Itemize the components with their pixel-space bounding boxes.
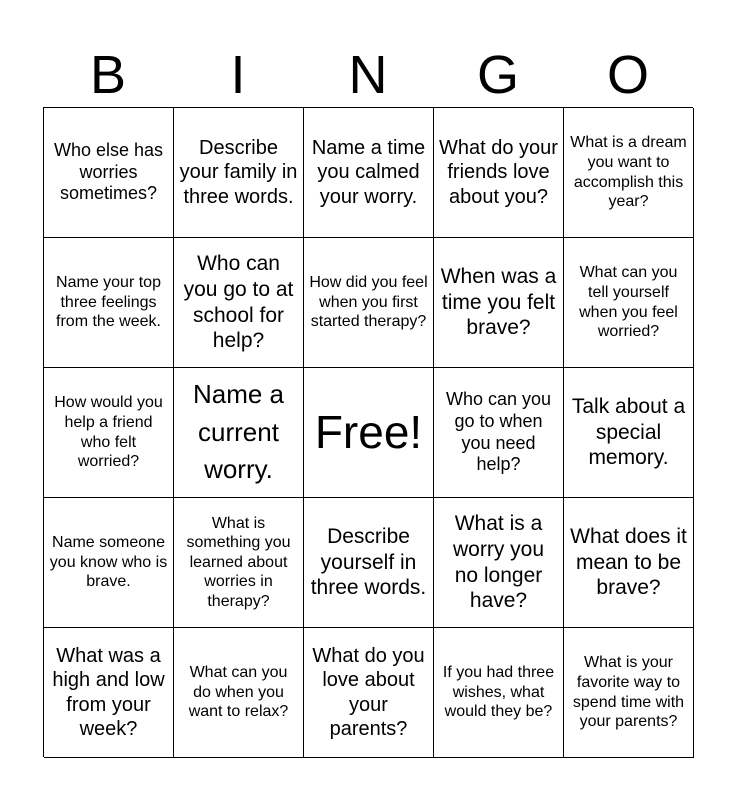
bingo-board <box>43 107 693 757</box>
bingo-cell-r5-c4 <box>434 628 564 758</box>
free-space-text: Free! <box>314 406 423 459</box>
cell-text: How did you feel when you first started therapy? <box>309 274 428 331</box>
bingo-cell-r3-c2 <box>174 368 304 498</box>
cell-text: If you had three wishes, what would they be? <box>442 664 555 721</box>
cell-text: What is something you learned about worries in therapy? <box>186 514 291 610</box>
header-letter-o: O <box>606 45 649 105</box>
bingo-cell-r1-c2 <box>174 108 304 238</box>
bingo-cell-r5-c2 <box>174 628 304 758</box>
cell-text: Describe your family in three words. <box>179 136 298 208</box>
cell-text: Name a current worry. <box>192 378 285 485</box>
cell-text: What is a worry you no longer have? <box>452 512 545 613</box>
cell-text: What do your friends love about you? <box>439 136 558 208</box>
bingo-cell-r2-c3 <box>304 238 434 368</box>
cell-text: What is your favorite way to spend time with your parents? <box>572 654 685 731</box>
bingo-cell-r4-c1 <box>44 498 174 628</box>
header-letter-i: I <box>230 45 246 105</box>
cell-text: Name someone you know who is brave. <box>49 534 168 591</box>
cell-text: Who can you go to when you need help? <box>445 388 552 475</box>
cell-text: What does it mean to be brave? <box>570 525 687 600</box>
header-letter-n: N <box>348 45 388 105</box>
cell-text: Who else has worries sometimes? <box>53 139 164 204</box>
bingo-cell-r5-c5 <box>564 628 694 758</box>
bingo-cell-r2-c4 <box>434 238 564 368</box>
bingo-cell-r1-c1 <box>44 108 174 238</box>
cell-text: How would you help a friend who felt worried? <box>54 394 163 471</box>
bingo-header <box>43 44 693 106</box>
cell-text: What is a dream you want to accomplish this year? <box>570 134 687 211</box>
cell-text: Name a time you calmed your worry. <box>311 136 426 208</box>
bingo-cell-r3-c1 <box>44 368 174 498</box>
cell-text: What was a high and low from your week? <box>52 644 165 740</box>
cell-text: What can you tell yourself when you feel worried? <box>579 264 678 341</box>
header-letter-b: B <box>89 45 127 105</box>
bingo-cell-r1-c5 <box>564 108 694 238</box>
bingo-cell-r3-c5 <box>564 368 694 498</box>
cell-text: Describe yourself in three words. <box>310 525 427 600</box>
cell-text: Talk about a special memory. <box>571 395 686 470</box>
bingo-cell-r4-c5 <box>564 498 694 628</box>
cell-text: Who can you go to at school for help? <box>183 252 294 353</box>
header-letter-g: G <box>476 45 519 105</box>
bingo-cell-r1-c4 <box>434 108 564 238</box>
bingo-cell-r5-c3 <box>304 628 434 758</box>
cell-text: What can you do when you want to relax? <box>188 664 289 721</box>
bingo-cell-r2-c5 <box>564 238 694 368</box>
bingo-cell-r1-c3 <box>304 108 434 238</box>
bingo-cell-r2-c2 <box>174 238 304 368</box>
bingo-cell-r3-c3 <box>304 368 434 498</box>
bingo-cell-r2-c1 <box>44 238 174 368</box>
cell-text: When was a time you felt brave? <box>440 265 557 340</box>
bingo-cell-r4-c3 <box>304 498 434 628</box>
bingo-cell-r4-c4 <box>434 498 564 628</box>
bingo-cell-r5-c1 <box>44 628 174 758</box>
cell-text: Name your top three feelings from the week. <box>56 274 161 331</box>
cell-text: What do you love about your parents? <box>312 644 425 740</box>
bingo-cell-r3-c4 <box>434 368 564 498</box>
bingo-cell-r4-c2 <box>174 498 304 628</box>
